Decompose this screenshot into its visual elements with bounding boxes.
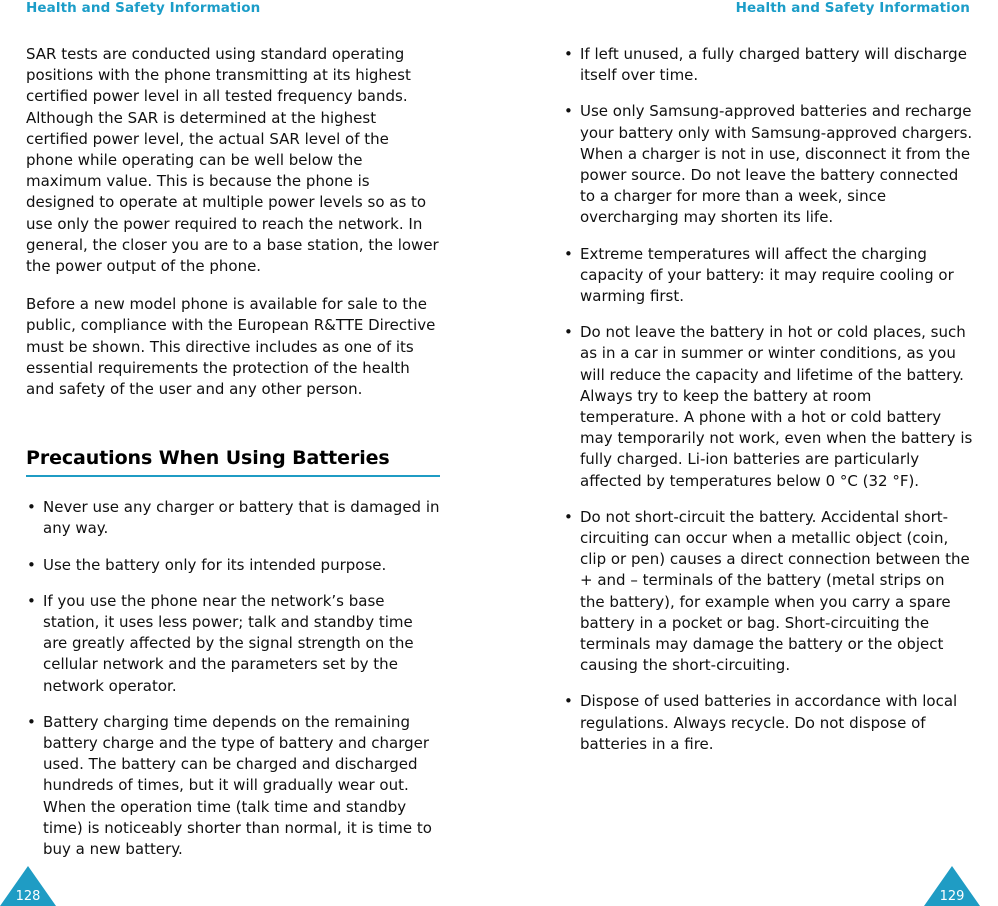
bullet-point-icon: •	[27, 555, 36, 574]
list-item-text: Extreme temperatures will affect the charging capacity of your battery: it may require cooling or warming first.	[580, 244, 954, 306]
bullet-point-icon: •	[564, 692, 573, 711]
list-item	[563, 322, 973, 492]
section-heading-block	[26, 446, 440, 477]
list-item-text: Battery charging time depends on the remaining battery charge and the type of battery and charger used. The battery can be charged and discharged hundreds of times, but it will gradually wear out. When the operation time (talk time and standby time) is noticeably shorter than normal, it is time to buy a new battery.	[43, 712, 432, 859]
running-header-left: Health and Safety Information	[26, 0, 261, 16]
bullet-point-icon: •	[27, 712, 36, 731]
section-heading-precautions: Precautions When Using Batteries	[26, 447, 390, 470]
list-item-text: Dispose of used batteries in accordance with local regulations. Always recycle. Do not dispose of batteries in a fire.	[580, 692, 958, 753]
page-number-right	[924, 866, 980, 906]
bullet-point-icon: •	[564, 507, 573, 526]
list-item	[563, 101, 973, 228]
right-bullet-list	[563, 44, 973, 755]
bullet-point-icon: •	[27, 498, 36, 517]
left-bullet-list	[26, 497, 440, 860]
bullet-point-icon: •	[27, 591, 36, 610]
paragraph-sar-tests: SAR tests are conducted using standard operating positions with the phone transmitting at its highest certified power level in all tested frequency bands. Although the SAR is determined at the highest certified power level, the actual SAR level of the phone while operating can be well below the maximum value. This is because the phone is designed to operate at multiple power levels so as to use only the power required to reach the network. In general, the closer you are to a base station, the lower the power output of the phone.	[26, 45, 439, 276]
list-item	[26, 555, 440, 576]
list-item-text: Use the battery only for its intended purpose.	[43, 555, 387, 574]
bullet-point-icon: •	[564, 45, 573, 63]
list-item	[563, 507, 973, 677]
right-page-content	[563, 44, 973, 755]
list-item-text: If you use the phone near the network’s base station, it uses less power; talk and standby time are greatly affected by the signal strength on the cellular network and the parameters set by the network operator.	[43, 591, 414, 695]
list-item	[563, 244, 973, 308]
list-item	[26, 591, 440, 697]
paragraph-rtte-directive: Before a new model phone is available for sale to the public, compliance with the European R&TTE Directive must be shown. This directive includes as one of its essential requirements the protection of the health and safety of the user and any other person.	[26, 295, 436, 399]
list-item	[563, 44, 973, 86]
list-item	[563, 691, 973, 755]
bullet-point-icon: •	[564, 244, 573, 263]
list-item-text: Do not short-circuit the battery. Accidental short-circuiting can occur when a metallic object (coin, clip or pen) causes a direct connection between the + and – terminals of the battery (metal strips on the battery), for example when you carry a spare battery in a pocket or bag. Short-circuiting the terminals may damage the battery or the object causing the short-circuiting.	[580, 507, 970, 675]
list-item-text: Do not leave the battery in hot or cold places, such as in a car in summer or winter conditions, as you will reduce the capacity and lifetime of the battery. Always try to keep the battery at room temperature. A phone with a hot or cold battery may temporarily not work, even when the battery is fully charged. Li-ion batteries are particularly affected by temperatures below 0 °C (32 °F).	[580, 323, 973, 490]
list-item-text: If left unused, a fully charged battery will discharge itself over time.	[580, 45, 967, 85]
page-right	[499, 0, 998, 906]
list-item	[26, 497, 440, 539]
list-item-text: Never use any charger or battery that is damaged in any way.	[43, 498, 440, 538]
list-item	[26, 712, 440, 860]
left-page-content	[26, 44, 440, 860]
bullet-point-icon: •	[564, 323, 573, 342]
page-number-left	[0, 866, 56, 906]
page-number-label: 128	[15, 889, 41, 904]
running-header-right: Health and Safety Information	[735, 0, 970, 16]
page-number-label: 129	[939, 889, 965, 904]
bullet-point-icon: •	[564, 102, 573, 121]
list-item-text: Use only Samsung-approved batteries and recharge your battery only with Samsung-approved chargers. When a charger is not in use, disconnect it from the power source. Do not leave the battery connected to a charger for more than a week, since overcharging may shorten its life.	[580, 102, 973, 227]
